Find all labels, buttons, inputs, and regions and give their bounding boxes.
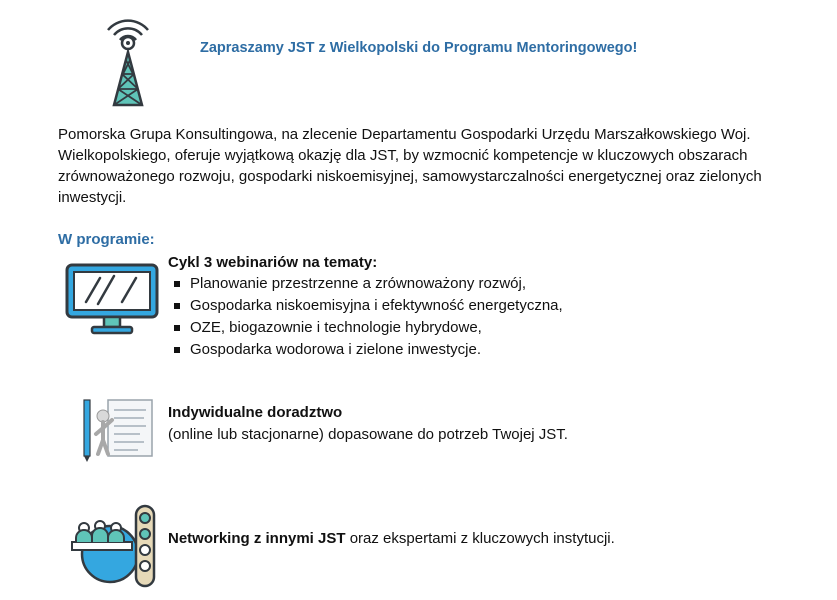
list-item: OZE, biogazownie i technologie hybrydowe,: [190, 317, 768, 339]
list-item: Planowanie przestrzenne a zrównoważony rozwój,: [190, 273, 768, 295]
presenter-board-icon: [78, 396, 158, 462]
radio-tower-icon: [100, 8, 156, 108]
advice-title: Indywidualne doradztwo: [168, 404, 343, 421]
list-item: Gospodarka niskoemisyjna i efektywność energetyczna,: [190, 295, 768, 317]
list-item: Gospodarka wodorowa i zielone inwestycje.: [190, 339, 768, 361]
webinar-block: [168, 254, 768, 361]
webinar-title: Cykl 3 webinariów na tematy:: [168, 254, 378, 271]
networking-text: oraz ekspertami z kluczowych instytucji.: [345, 530, 615, 547]
intro-paragraph: Pomorska Grupa Konsultingowa, na zlecenie Departamentu Gospodarki Urzędu Marszałkowskiego Woj. Wielkopolskiego, oferuje wyjątkową okazję dla JST, by wzmocnić kompetencje w kluczowych obszarach zrównoważonego rozwoju, gospodarki niskoemisyjnej, samowystarczalności energetycznej oraz zielonych inwestycji.: [58, 126, 762, 206]
monitor-icon: [64, 262, 160, 336]
advice-text: (online lub stacjonarne) dopasowane do potrzeb Twojej JST.: [168, 426, 568, 443]
webinar-topics-list: [168, 273, 768, 361]
page-headline: Zapraszamy JST z Wielkopolski do Programu Mentoringowego!: [200, 40, 638, 56]
advice-block: [168, 402, 768, 446]
networking-block: [168, 528, 808, 550]
networking-title: Networking z innymi JST: [168, 530, 346, 547]
people-network-icon: [70, 502, 162, 590]
program-heading: W programie:: [58, 231, 155, 248]
